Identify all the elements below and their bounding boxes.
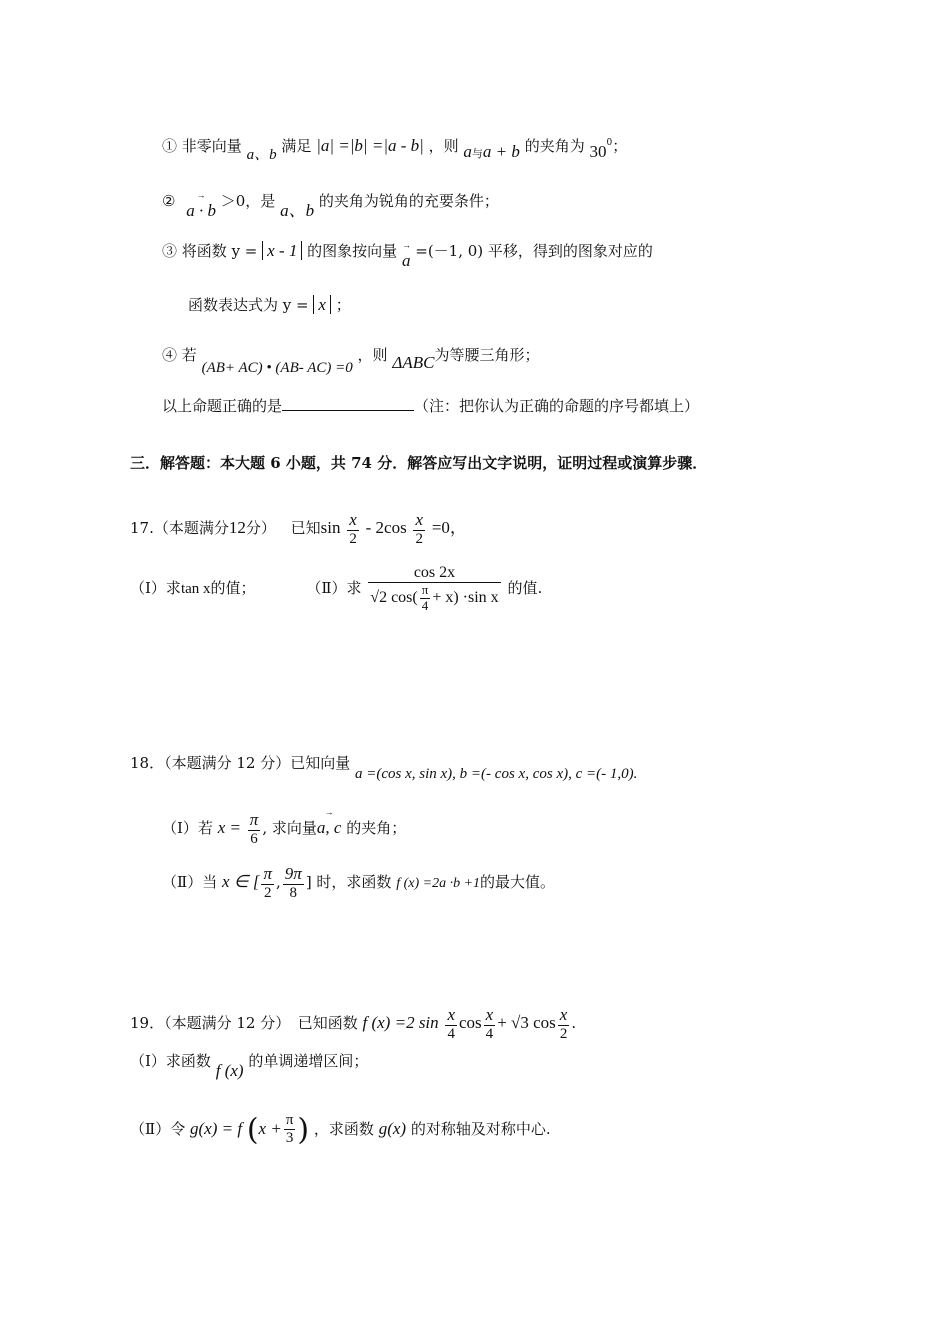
condition-expression: |a| =|b| =|a - b| (316, 136, 424, 155)
question-19-part-2: （Ⅱ）令 g(x) = f (x + $\frac{\pi}{3}$ ) ，求函数 g(x) 的对称轴及对称中心. (130, 1112, 551, 1148)
triangle-abc: ΔABC (392, 353, 435, 372)
question-18: 18．（本题满分 12 分）已知向量 a =(cos x, sin x), b =(- cos x, cos x), c =(- 1,0). (130, 754, 638, 782)
question-18-part-1: （Ⅰ）若 x = $\frac{\pi}{6}$ , 求向量→ a, c 的夹角； (162, 810, 406, 848)
statement-3-number: ③ (162, 242, 178, 260)
statement-2-number: ② (162, 192, 176, 210)
question-18-part-2: （Ⅱ）当 x ∈ [ $\frac{\pi}{2}$ , $\frac{9\pi}{8}$ ] 时，求函数 f (x) =2a ·b +1的最大值。 (162, 864, 556, 901)
statement-4-number: ④ (162, 346, 178, 364)
question-19-part-1: （Ⅰ）求函数 f (x) 的单调递增区间； (130, 1052, 369, 1080)
section-3-heading: 三．解答题：本大题 6 小题，共 74 分．解答应写出文字说明，证明过程或演算步骤． (130, 454, 708, 472)
statement-1-number: ① (162, 137, 178, 155)
statement-3: ③ 将函数 y = x - 1 的图象按向量 → a =(－1, 0) 平移，得到的图象对应的 (162, 240, 653, 261)
fill-in-prompt: 以上命题正确的是 （注：把你认为正确的命题的序号都填上） (162, 397, 700, 415)
statement-2: ② → a · b ＞0，是 a、b 的夹角为锐角的充要条件； (162, 186, 499, 211)
question-17: 17.（本题满分12分） 已知sin $\frac{x}{2}$ - 2cos $\frac{x}{2}$ =0， (130, 510, 467, 547)
question-19: 19．（本题满分 12 分） 已知函数 f (x) =2 sin $\frac{x}{4}$ cos $\frac{x}{4}$ + √3 cos $\frac{x}{2}$ . (130, 1005, 577, 1042)
statement-4: ④ 若 (AB+ AC) • (AB- AC) =0 ，则 ΔABC为等腰三角形； (162, 346, 540, 376)
statement-1: ① 非零向量 a、b 满足 |a| =|b| =|a - b| ，则 $a_与a + b$ 的夹角为 $30^0$； (162, 136, 628, 163)
vector-expression: (AB+ AC) • (AB- AC) =0 (201, 360, 353, 376)
dot-product-expression: → a · b (186, 201, 216, 221)
vectors-definition: a =(cos x, sin x), b =(- cos x, cos x), c =(- 1,0). (355, 766, 638, 782)
statement-3-continued: 函数表达式为 y = x ； (188, 295, 351, 314)
answer-blank[interactable] (282, 396, 414, 411)
question-17-parts: （Ⅰ）求tan x的值； （Ⅱ）求 cos 2x √2 cos( $\frac{\pi}{4}$ + x) ·sin x 的值. (130, 564, 543, 614)
